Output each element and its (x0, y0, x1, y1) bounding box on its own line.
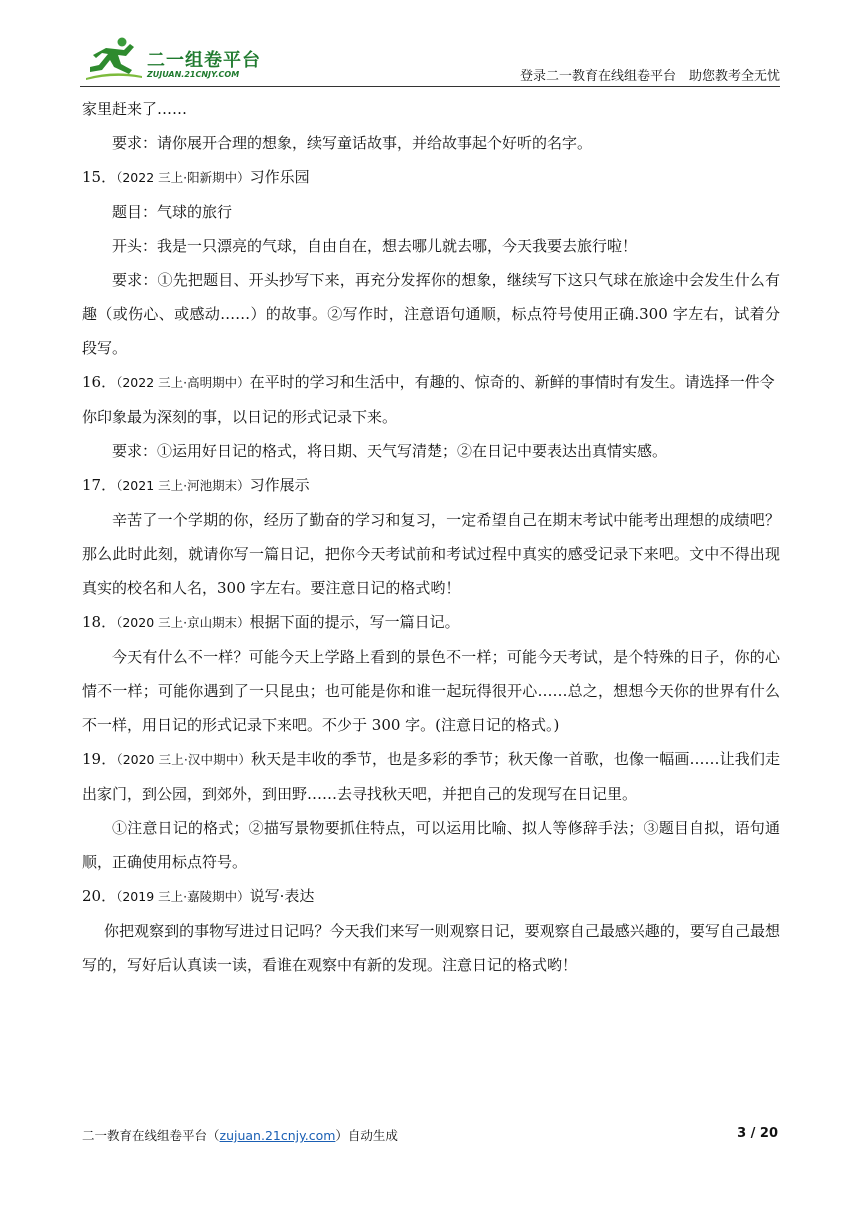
question-source: （2020 三上·汉中期中） (116, 752, 252, 767)
requirement-text: 要求：①先把题目、开头抄写下来，再充分发挥你的想象，继续写下这只气球在旅途中会发生什么有趣（或伤心、或感动……）的故事。②写作时，注意语句通顺，标点符号使用正确.300 字左右，试着分段写。 (82, 271, 780, 357)
header-divider (80, 86, 780, 87)
question-source: （2022 三上·阳新期中） (116, 170, 250, 185)
question-number: 16． (82, 373, 117, 391)
question-17 (82, 468, 780, 503)
text-line: 家里赶来了…… (82, 100, 188, 118)
requirement-text: 要求：①运用好日记的格式，将日期、天气写清楚；②在日记中要表达出真情实感。 (112, 442, 668, 460)
prompt-text: 辛苦了一个学期的你，经历了勤奋的学习和复习，一定希望自己在期末考试中能考出理想的成绩吧？那么此时此刻，就请你写一篇日记，把你今天考试前和考试过程中真实的感受记录下来吧。文中不得出现真实的校名和人名，300 字左右。要注意日记的格式哟！ (82, 511, 780, 597)
requirement-text: 要求：请你展开合理的想象，续写童话故事，并给故事起个好听的名字。 (112, 134, 593, 152)
question-source: （2020 三上·京山期末） (116, 615, 250, 630)
question-title: 习作乐园 (249, 168, 310, 186)
site-logo[interactable] (84, 36, 284, 82)
question-number: 15． (82, 168, 117, 186)
document-body (82, 92, 780, 982)
logo-subtitle: ZUJUAN.21CNJY.COM (147, 70, 240, 79)
question-source: （2021 三上·河池期末） (116, 478, 250, 493)
page-footer-source (82, 1126, 398, 1144)
question-20 (82, 879, 780, 914)
page-number: 3 / 20 (737, 1126, 778, 1141)
question-19 (82, 742, 780, 811)
prompt-text: 你把观察到的事物写进过日记吗？今天我们来写一则观察日记，要观察自己最感兴趣的，要写自己最想写的，写好后认真读一读，看谁在观察中有新的发现。注意日记的格式哟！ (82, 922, 780, 974)
prompt-text: 今天有什么不一样？可能今天上学路上看到的景色不一样；可能今天考试，是个特殊的日子，你的心情不一样；可能你遇到了一只昆虫；也可能是你和谁一起玩得很开心……总之，想想今天你的世界有什么不一样，用日记的形式记录下来吧。不少于 300 字。(注意日记的格式。) (82, 648, 780, 734)
opening-line: 开头：我是一只漂亮的气球，自由自在，想去哪儿就去哪，今天我要去旅行啦！ (112, 237, 638, 255)
question-16 (82, 365, 780, 434)
question-15 (82, 160, 780, 195)
page-header (0, 0, 860, 86)
question-title: 习作展示 (249, 476, 310, 494)
question-number: 18． (82, 613, 117, 631)
footer-suffix: ）自动生成 (335, 1128, 398, 1143)
question-title: 说写·表达 (249, 887, 315, 905)
footer-link[interactable]: zujuan.21cnjy.com (219, 1128, 336, 1143)
logo-name: 二一组卷平台 (147, 50, 261, 71)
question-number: 17． (82, 476, 117, 494)
topic-line: 题目：气球的旅行 (112, 203, 233, 221)
question-title: 在平时的学习和生活中，有趣的、惊奇的、新鲜的事情时有发生。请选择一件令你印象最为深刻的事，以日记的形式记录下来。 (82, 373, 775, 426)
footer-prefix: 二一教育在线组卷平台（ (82, 1128, 220, 1143)
runner-logo-icon (84, 36, 144, 82)
question-source: （2019 三上·嘉陵期中） (116, 889, 250, 904)
question-source: （2022 三上·高明期中） (116, 375, 250, 390)
question-title: 秋天是丰收的季节，也是多彩的季节；秋天像一首歌，也像一幅画……让我们走出家门，到公园，到郊外，到田野……去寻找秋天吧，并把自己的发现写在日记里。 (82, 750, 780, 803)
header-tagline: 登录二一教育在线组卷平台 助您教考全无忧 (519, 69, 780, 84)
question-title: 根据下面的提示，写一篇日记。 (249, 613, 460, 631)
requirement-text: ①注意日记的格式；②描写景物要抓住特点，可以运用比喻、拟人等修辞手法；③题目自拟，语句通顺，正确使用标点符号。 (82, 819, 780, 871)
question-18 (82, 605, 780, 640)
question-number: 20． (82, 887, 117, 905)
question-number: 19． (82, 750, 117, 768)
